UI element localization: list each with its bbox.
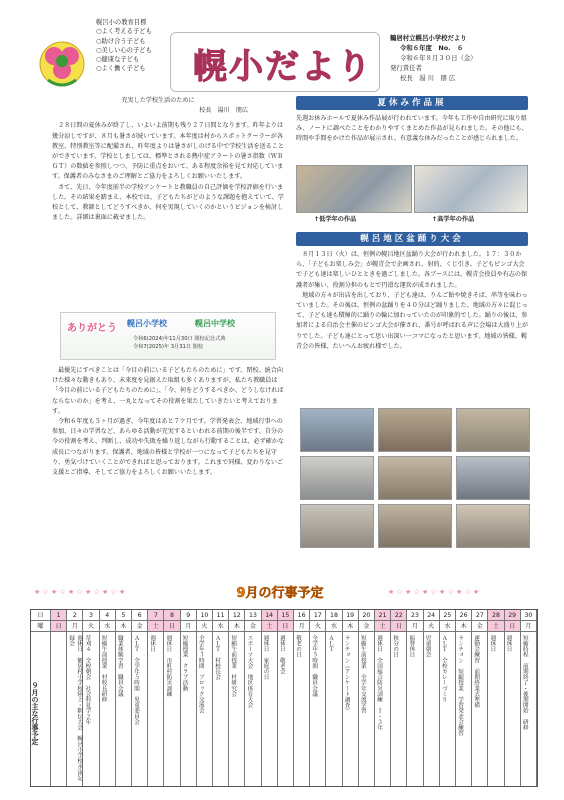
calendar-day-number: 30 — [521, 610, 536, 621]
goal-item: ○よく働く子ども — [96, 65, 146, 73]
day-row-label: 日 — [31, 610, 50, 621]
calendar-day-number: 19 — [343, 610, 358, 621]
school-name: 鶴居村立幌呂小学校だより — [390, 34, 467, 42]
calendar-day-column — [148, 610, 164, 786]
calendar-day-column — [310, 610, 326, 786]
school-emblem-icon — [34, 34, 90, 90]
calendar-label-column — [31, 610, 51, 786]
principal-message-cont — [52, 366, 284, 478]
calendar-day-number: 16 — [294, 610, 309, 621]
star-decoration-icon: ★ ☆ ★ ☆ ★ ☆ ★ ☆ ★ ☆ ★ — [388, 588, 480, 596]
calendar-weekday: 月 — [294, 621, 309, 632]
calendar-event: 敬老の日 — [295, 635, 301, 658]
section-header-summer-works: 夏休み作品展 — [296, 96, 528, 110]
principal-message — [52, 96, 284, 223]
calendar-day-column — [326, 610, 342, 786]
calendar-weekday: 土 — [148, 621, 163, 632]
calendar-day-column — [181, 610, 197, 786]
goal-item: ○健康な子ども — [96, 56, 140, 64]
calendar-day-column — [245, 610, 261, 786]
banner-school2: 幌呂中学校 — [195, 319, 235, 328]
bon-dance-text — [296, 250, 528, 352]
message-paragraph: 令和６年度も５ヶ月が過ぎ、今年度はあと７ケ月です。学習発表会、地域行事への参加、日々の学習など、あらゆる活動が充実するといわれる前期の後半です。自分の今の役割を考え、判断し、成功や失敗を繰り返しながら行動することは、必ず確かな成長につながります。保護者、地域の皆様と学校が一つになって子どもたちを見守り、勇気づけていくことができればと思っております。これまで同様、変わりないご支援とご指導、そしてご協力をよろしくお願いいたします。 — [52, 418, 284, 477]
bon-dance-paragraph: 地域の方々が出店を出しており、子ども達は、りんご飴や焼きそば、串等を味わっていました。その後は、恒例の盆踊りを４０分ほど踊りました。地域の方々に混じって、子ども達も積極的に踊りの輪に加わっていたのが印象的でした。踊りの後は、参加者による自治会主催のビンゴ大会が催され、番号が呼ばれる声に会場は大盛り上がりでした。子ども達にとって思い出深い一コマになったと思います。地域の皆様、幌青会の皆様、たいへんお疲れ様でした。 — [296, 291, 528, 350]
calendar-day-number: 10 — [197, 610, 212, 621]
goal-item: ○助け合う子ども — [96, 37, 146, 45]
calendar-day-column — [375, 610, 391, 786]
photo-bon-dance-7 — [300, 504, 374, 548]
calendar-event: 短縮授業 クラブ活動 — [181, 635, 188, 691]
calendar-day-number: 29 — [505, 610, 520, 621]
calendar-day-column — [391, 610, 407, 786]
calendar-day-number: 28 — [488, 610, 503, 621]
calendar-day-number: 11 — [213, 610, 228, 621]
calendar-day-number: 9 — [181, 610, 196, 621]
calendar-day-column — [488, 610, 504, 786]
calendar-weekday: 金 — [245, 621, 260, 632]
newsletter-title: 幌小だより — [193, 47, 373, 87]
message-author: 校長 湯川 朋広 — [199, 107, 248, 115]
calendar-day-column — [440, 610, 456, 786]
calendar-event: 全学年３時間 ブロック交流会 — [197, 635, 204, 714]
calendar-day-column — [278, 610, 294, 786]
calendar-weekday: 火 — [424, 621, 439, 632]
education-goals — [96, 18, 166, 74]
calendar-weekday: 月 — [407, 621, 422, 632]
banner-school1: 幌呂小学校 — [127, 319, 167, 328]
photo-bon-dance-8 — [378, 504, 452, 548]
banner-line2: 令和7(2025)年 3月31日 閉校 — [133, 344, 204, 350]
calendar-weekday: 火 — [197, 621, 212, 632]
calendar-day-column — [359, 610, 375, 786]
calendar-day-column — [83, 610, 99, 786]
photo-bon-dance-4 — [300, 456, 374, 500]
message-heading: 充実した学校生活のために — [121, 97, 195, 104]
calendar-day-column — [262, 610, 278, 786]
section-header-bon-dance: 幌呂地区盆踊り大会 — [296, 232, 528, 246]
calendar-weekday: 金 — [132, 621, 147, 632]
calendar-event: 振替休日 — [408, 635, 415, 658]
calendar-day-number: 15 — [278, 610, 293, 621]
photo-bon-dance-1 — [300, 408, 374, 452]
calendar-event: 短縮午前授業 全学年交流学習 — [359, 635, 366, 714]
calendar-weekday: 日 — [505, 621, 520, 632]
calendar-day-column — [100, 610, 116, 786]
bon-dance-paragraph: ８月１３日（火）は、恒例の幌呂地区盆踊り大会が行われました。１７：３０から、「子どもお楽しみ会」が幌青会で企画され、射的、くじ引き、子どもビンゴ大会で子ども達は楽しいひとときを過ごしました。各ブースには、幌青会役員や有志の保護者が集い、役割分担のもとで円滑な運営が成されました。 — [296, 251, 528, 289]
calendar-event: スポーツ大会 地区体育大会 — [246, 635, 253, 708]
calendar-day-column — [197, 610, 213, 786]
calendar-weekday: 金 — [472, 621, 487, 632]
calendar-weekday: 月 — [521, 621, 536, 632]
calendar-weekday: 月 — [67, 621, 82, 632]
calendar-event: 週休日 — [505, 635, 512, 652]
calendar-event: ＡＬＴ 全校カレーづくり — [440, 635, 447, 703]
calendar-day-number: 2 — [67, 610, 82, 621]
photo-bon-dance-5 — [378, 456, 452, 500]
photo-bon-dance-3 — [456, 408, 530, 452]
calendar-weekday: 土 — [262, 621, 277, 632]
calendar-day-number: 6 — [132, 610, 147, 621]
calendar-day-column — [521, 610, 537, 786]
calendar-weekday: 木 — [229, 621, 244, 632]
calendar-day-column — [456, 610, 472, 786]
calendar-weekday: 日 — [51, 621, 66, 632]
calendar-day-column — [213, 610, 229, 786]
calendar-weekday: 水 — [440, 621, 455, 632]
issue-number: 令和６年度 No. ６ — [400, 44, 464, 52]
banner-thanks: ありがとう — [67, 323, 117, 334]
calendar-day-column — [229, 610, 245, 786]
calendar-event: 週休日 敬老会 — [278, 635, 285, 675]
calendar-event: 週休日 — [489, 635, 496, 652]
calendar-weekday: 火 — [310, 621, 325, 632]
calendar-event: 週休日 家庭の日 — [262, 635, 269, 680]
calendar-weekday: 金 — [359, 621, 374, 632]
calendar-event: 短縮午前授業 村研究会 — [230, 635, 237, 697]
calendar-day-number: 23 — [407, 610, 422, 621]
calendar-weekday: 日 — [391, 621, 406, 632]
calendar-day-number: 8 — [164, 610, 179, 621]
calendar-event: 短縮午前授業 村校長研修 — [100, 635, 107, 703]
issue-date: 令和６年８月３０日（金） — [400, 54, 477, 62]
summer-works-text: 先週お休みホールで夏休み作品展が行われています。今年も工作や自由研究に取り組み、ノートに調べたことをわかりやすくまとめた作品が見られました。その他にも、時間や手間をかけた作品が展示され、有意義な休みだったことが感じられました。 — [296, 115, 528, 143]
calendar-day-number: 22 — [391, 610, 406, 621]
calendar-day-column — [407, 610, 423, 786]
calendar-day-column — [505, 610, 521, 786]
week-row-label: 曜 — [31, 621, 50, 632]
calendar-day-column — [164, 610, 180, 786]
calendar-event: ランチョン 短縮授業 学習発表会練習 — [457, 635, 463, 736]
photo-bon-dance-2 — [378, 408, 452, 452]
goals-heading: 幌呂小の教育目標 — [96, 19, 147, 26]
calendar-weekday: 木 — [343, 621, 358, 632]
calendar-day-column — [51, 610, 67, 786]
calendar-event: 運動会練習 前期終業式準備 — [473, 635, 480, 708]
calendar-event: 全学年５時間 職員会議 — [311, 635, 318, 697]
star-decoration-icon: ★ ☆ ★ ☆ ★ ☆ ★ ☆ ★ ☆ ★ — [34, 588, 126, 596]
publisher-label: 発行責任者 — [390, 64, 422, 72]
photo-lower-grade-works — [296, 165, 412, 213]
calendar-day-number: 3 — [83, 610, 98, 621]
calendar-day-column — [67, 610, 83, 786]
banner-line1: 令和6(2024)年11月30日 閉校記念式典 — [133, 336, 226, 342]
calendar-event: 週休日 全国総合防災訓練 １・３年 — [376, 635, 382, 731]
calendar-day-column — [472, 610, 488, 786]
caption-lower-grade: ↑低学年の作品 — [314, 216, 357, 223]
calendar-day-column — [294, 610, 310, 786]
calendar-day-column — [424, 610, 440, 786]
calendar-weekday: 土 — [488, 621, 503, 632]
calendar-day-number: 4 — [100, 610, 115, 621]
calendar-event: 短縮時程 前期終了・後期開始 研修 — [521, 635, 528, 731]
caption-upper-grade: ↑高学年の作品 — [432, 216, 475, 223]
calendar-day-number: 17 — [310, 610, 325, 621]
calendar-event: 草刈４ 全校朝会 社会科見学２年 — [84, 635, 91, 725]
calendar-day-number: 26 — [456, 610, 471, 621]
calendar-weekday: 水 — [100, 621, 115, 632]
message-paragraph: 最優先にすべきことは「今目の前にいる子どもたちのために」です。閉校、統合向けた様々な動きもあり、未来度を見据えた取組も多くありますが、私たち教職員は「今目の前にいる子どもたちのために」、「今、何をどうするべきか、どうしなければならないのか」を考え、一丸となってその役割を果たしていきたいと考えております。 — [52, 367, 284, 415]
calendar-day-column — [343, 610, 359, 786]
calendar-weekday: 土 — [375, 621, 390, 632]
calendar-weekday: 水 — [213, 621, 228, 632]
calendar-day-number: 14 — [262, 610, 277, 621]
calendar-weekday: 日 — [278, 621, 293, 632]
event-calendar — [30, 609, 538, 787]
calendar-weekday: 木 — [116, 621, 131, 632]
calendar-event: ランチョン（アンケート調査） — [343, 635, 350, 714]
goal-item: ○よく考える子ども — [96, 28, 152, 36]
message-paragraph: ２８日間の夏休みが終了し、いよいよ前期も残り２７日間となります。昨年よりは幾分涼しですが、８月も暑さが続いています。本年度は村からスポットクーラーが各教室、特別教室等に配備され、昨年度よりは暑さがしのげる中で学校生活を送ることができています。学校としましては、標準とされる熱中症アラートの暑さ指数（ＷＢＧＴ）の数値を参照しつつ、予防に重点をおいて、ある程度余裕を見て対応しています。保護者のみなさまのご理解とご協力をよろしくお願いいたします。 — [52, 122, 284, 181]
calendar-day-number: 13 — [245, 610, 260, 621]
calendar-day-number: 1 — [51, 610, 66, 621]
calendar-event: 週休日 — [149, 635, 156, 652]
calendar-side-label: ９月の主な行事予定 — [31, 682, 39, 745]
calendar-event: 週休日 鶴居村小学校陸上・駅伝大会 幌呂小学校水泳記録会 — [68, 635, 83, 781]
calendar-title: 9月の行事予定 — [236, 586, 324, 601]
calendar-event: ＡＬＴ 村校長会 — [214, 635, 220, 680]
calendar-day-number: 12 — [229, 610, 244, 621]
calendar-day-number: 18 — [326, 610, 341, 621]
calendar-day-column — [116, 610, 132, 786]
calendar-day-number: 25 — [440, 610, 455, 621]
photo-upper-grade-works — [414, 165, 528, 213]
calendar-day-number: 21 — [375, 610, 390, 621]
calendar-event: ＡＬＴ 全学年５時間 児童委員会 — [133, 635, 139, 725]
calendar-day-column — [132, 610, 148, 786]
calendar-day-number: 27 — [472, 610, 487, 621]
closing-ceremony-banner — [60, 312, 276, 360]
issue-info — [390, 33, 560, 83]
calendar-day-number: 20 — [359, 610, 374, 621]
calendar-event: 週休日 市町村防災訓練 — [165, 635, 172, 697]
calendar-event: 職業体験学習 職員会議 — [116, 635, 123, 697]
calendar-weekday: 日 — [164, 621, 179, 632]
publisher-name: 校長 湯 川 朋 広 — [400, 74, 456, 82]
calendar-weekday: 水 — [326, 621, 341, 632]
photo-bon-dance-9 — [456, 504, 530, 548]
message-paragraph: さて、先日、今年度前半の学校アンケートと教職員の自己評価を学校評価を行いました。その結果を踏まえ、本校では、子どもたちがどのような課題を抱えていて、学校として、教師としてどうすべきか、何を実現していくのかというビジョンを検討しました。詳細は裏面に載せました。 — [52, 183, 284, 222]
photo-bon-dance-6 — [456, 456, 530, 500]
calendar-day-number: 5 — [116, 610, 131, 621]
calendar-event: ＡＬＴ — [327, 635, 334, 652]
goal-item: ○美しい心の子ども — [96, 46, 152, 54]
calendar-event: 児童朝会 — [424, 635, 431, 658]
calendar-day-number: 24 — [424, 610, 439, 621]
newsletter-title-box — [170, 32, 380, 92]
calendar-weekday: 月 — [181, 621, 196, 632]
calendar-weekday: 木 — [456, 621, 471, 632]
calendar-day-number: 7 — [148, 610, 163, 621]
calendar-event: 秋分の日 — [392, 635, 399, 658]
calendar-weekday: 火 — [83, 621, 98, 632]
